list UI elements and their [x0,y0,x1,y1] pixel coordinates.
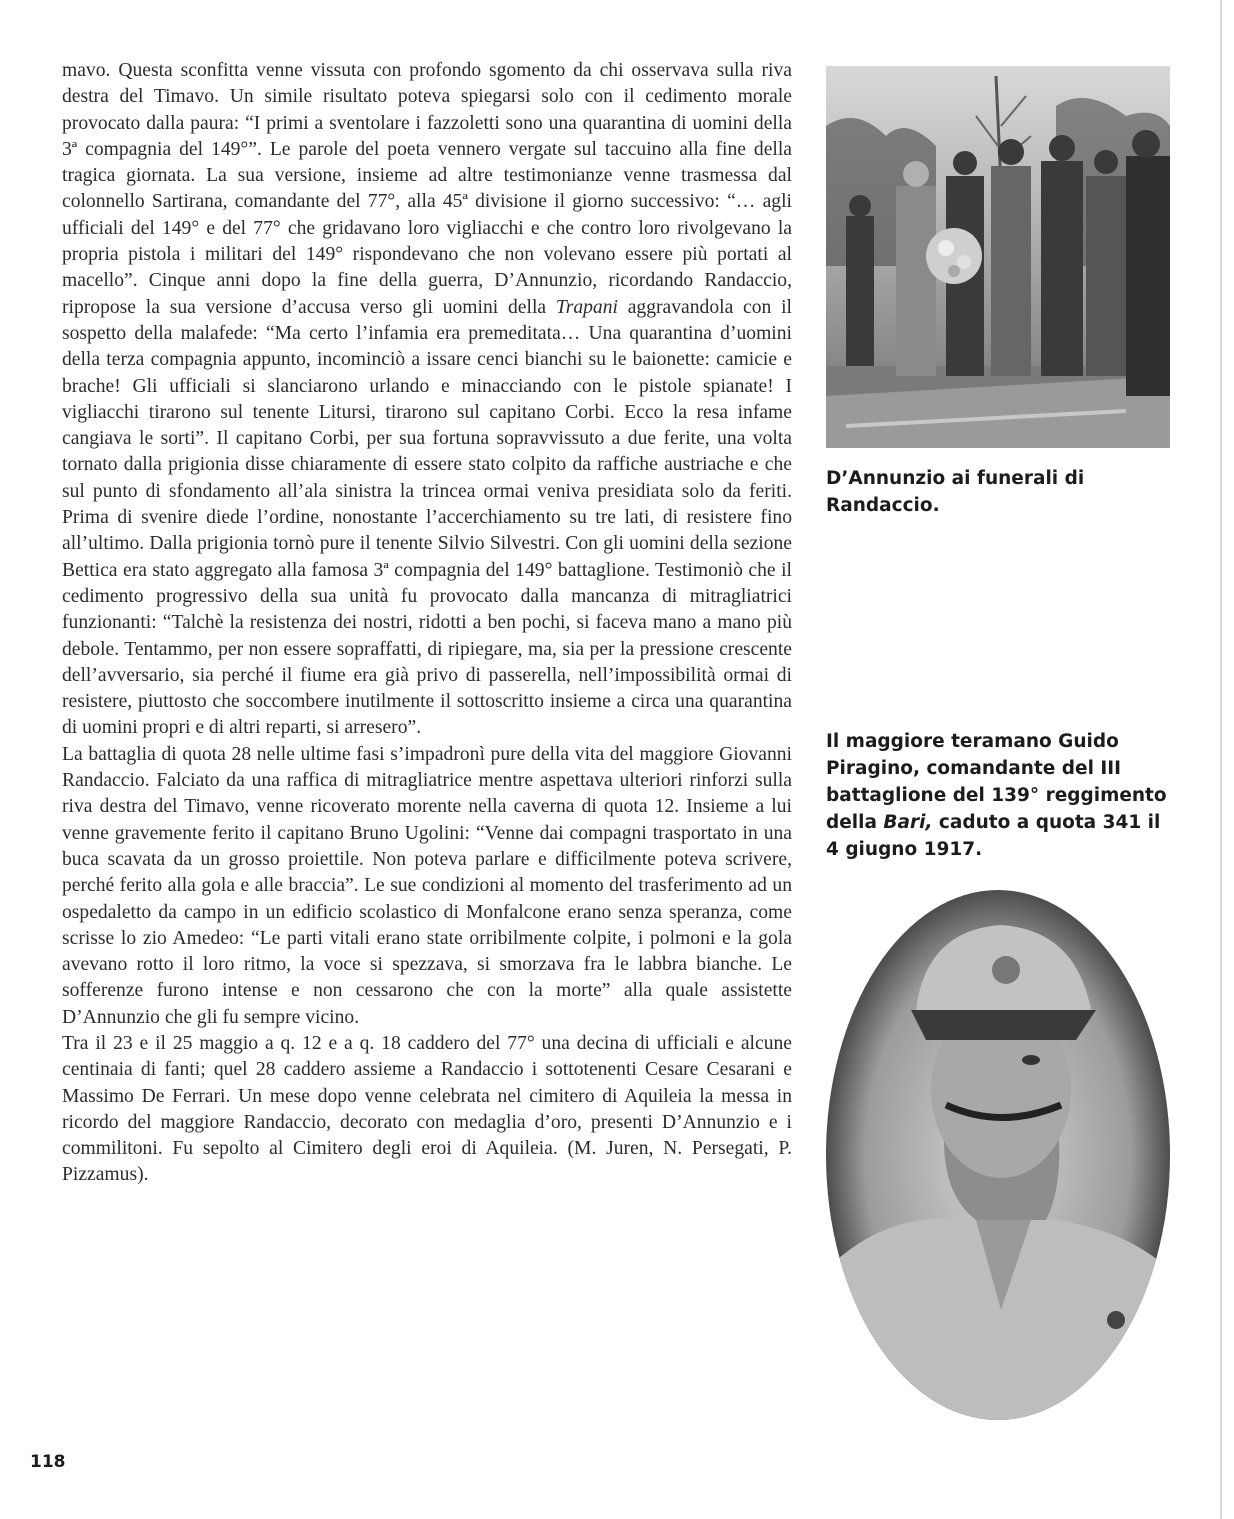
funeral-photo-illustration [826,66,1170,448]
article-body [62,58,792,1189]
portrait-photo-illustration [826,890,1170,1420]
article-paragraph-1 [62,58,792,742]
article-paragraph-3: Tra il 23 e il 25 maggio a q. 12 e a q. 18 caddero del 77° una decina di ufficiali e alcune centinaia di fanti; quel 28 caddero assieme a Randaccio i sottotenenti Cesare Cesarani e Massimo De Ferrari. Un mese dopo venne celebrata nel cimitero di Aquileia la messa in ricordo del maggiore Randaccio, decorato con medaglia d’oro, presenti D’Annunzio e i commilitoni. Fu sepolto al Cimitero degli eroi di Aquileia. (M. Juren, N. Persegati, P. Pizzamus). [62,1032,792,1186]
funeral-photo [826,66,1170,448]
page-edge-divider [1220,0,1222,1519]
page-number: 118 [30,1452,66,1472]
paragraph-1-continuation: aggravandola con il sospetto della malafede: “Ma certo l’infamia era premeditata… Una quarantina d’uomini della terza compagnia appunto, incominciò a issare cenci bianchi su le baionette: camicie e brache! Gli ufficiali si slanciarono urlando e minacciando con le pistole spianate! I vigliacchi tirarono sul tenente Litursi, tirarono sul capitano Corbi. Ecco la resa infame cangiava le sorti”. Il capitano Corbi, per sua fortuna sopravvissuto a due ferite, una volta tornato dalla prigionia disse chiaramente di essere stato colpito da raffiche austriache e che sul punto di sfondamento all’ala sinistra la trincea ormai veniva presidiata solo da feriti. Prima di svenire diede l’ordine, nonostante l’accerchiamento su tre lati, di resistere fino all’ultimo. Dalla prigionia tornò pure il tenente Silvio Silvestri. Con gli uomini della sezione Bettica era stato aggregato alla famosa 3ª compagnia del 149° battaglione. Testimoniò che il cedimento progressivo della sua unità fu provocato dalla mancanza di mitragliatrici funzionanti: “Talchè la resistenza dei nostri, ridotti a ben pochi, si faceva mano a mano più debole. Tentammo, per non essere sopraffatti, di ripiegare, ma, sia per la pressione crescente dell’avversario, sia perché il fiume era già privo di passerella, nell’impossibilità ormai di resistere, piuttosto che soccombere inutilmente il sottoscritto insieme a circa una quarantina di uomini propri e di altri reparti, si arresero”. [62,296,792,739]
portrait-caption [826,728,1176,863]
portrait-caption-text-end: caduto a quota 341 il 4 giugno 1917. [826,812,1161,860]
portrait-photo [826,890,1170,1420]
funeral-photo-caption: D’Annunzio ai funerali di Randaccio. [826,468,1085,516]
portrait-caption-italic: Bari, [883,812,933,833]
trapani-italic-text: Trapani [555,296,618,318]
article-paragraph-2: La battaglia di quota 28 nelle ultime fasi s’impadronì pure della vita del maggiore Giovanni Randaccio. Falciato da una raffica di mitragliatrice mentre aspettava ulteriori rinforzi sulla riva destra del Timavo, venne ricoverato morente nella caverna di quota 12. Insieme a lui venne gravemente ferito il capitano Bruno Ugolini: “Venne dai compagni trasportato in una buca scavata da un grosso proiettile. Non poteva parlare e difficilmente poteva scrivere, perché ferito alla gola e alle braccia”. Le sue condizioni al momento del trasferimento ad un ospedaletto da campo in un edificio scolastico di Monfalcone erano senza speranza, come scrisse lo zio Amedeo: “Le parti vitali erano state orribilmente colpite, i polmoni e la gola avevano rotto il loro ritmo, la voce si spezzava, si smorzava fra le labbra bianche. Le sofferenze furono intense e non cessarono che con la morte” alla quale assistette D’Annunzio che gli fu sempre vicino. [62,743,792,1028]
paragraph-1-text: mavo. Questa sconfitta venne vissuta con profondo sgomento da chi osservava sulla riva destra del Timavo. Un simile risultato poteva spiegarsi solo con il cedimento morale provocato dalla paura: “I primi a sventolare i fazzoletti sono una quarantina di uomini della 3ª compagnia del 149°”. Le parole del poeta vennero vergate sul taccuino alla fine della tragica giornata. La sua versione, insieme ad altre testimonianze venne trasmessa dal colonnello Sartirana, comandante del 77°, alla 45ª divisione il giorno successivo: “… agli ufficiali del 149° e del 77° che gridavano loro vigliacchi e che contro loro rivolgevano la propria pistola i militari del 149° rispondevano che non volevano essere più portati al macello”. Cinque anni dopo la fine della guerra, D’Annunzio, ricordando Randaccio, ripropose la sua versione d’accusa verso gli uomini della [62,60,792,318]
portrait-caption-text: Il maggiore teramano Guido Piragino, comandante del III battaglione del 139° reggimento della [826,731,1167,833]
